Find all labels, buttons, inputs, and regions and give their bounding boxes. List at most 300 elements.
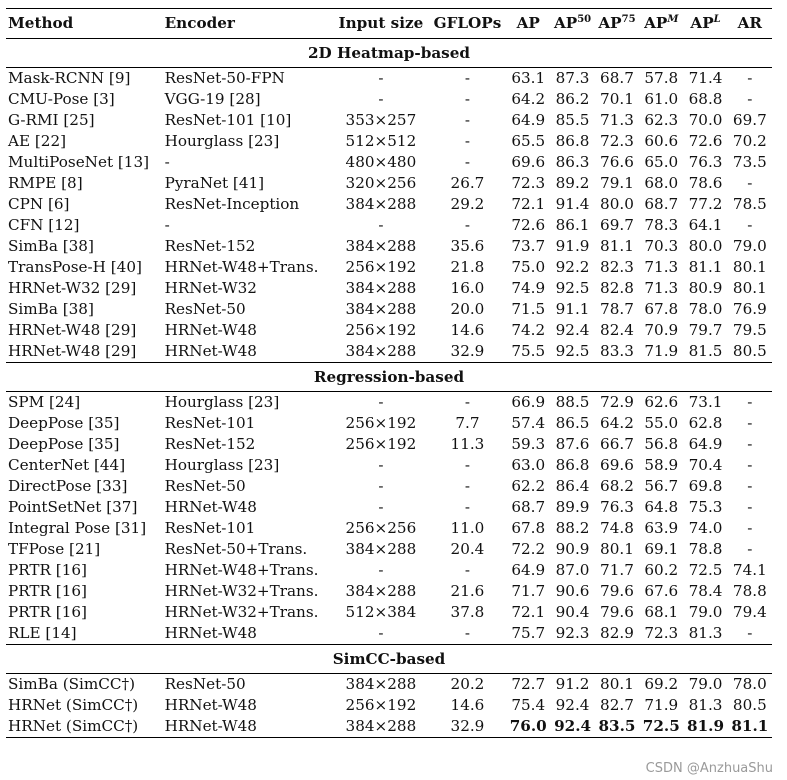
cell-apm: 67.6 — [644, 582, 679, 600]
cell-ap50: 91.2 — [555, 675, 590, 693]
cell-ar: - — [747, 90, 753, 108]
cell-ap: 72.6 — [511, 216, 546, 234]
cell-ap50: 91.4 — [555, 195, 590, 213]
cell-method: SimBa (SimCC†) — [8, 675, 136, 693]
cell-apl: 72.5 — [688, 561, 723, 579]
cell-method: MultiPoseNet [13] — [8, 153, 150, 171]
cell-method: HRNet (SimCC†) — [8, 717, 139, 735]
cell-ap50: 92.4 — [555, 696, 590, 714]
cell-ap: 63.1 — [511, 69, 546, 87]
cell-ar: - — [747, 477, 753, 495]
table-row — [6, 716, 772, 738]
table-row — [6, 299, 772, 320]
cell-encoder: ResNet-101 [10] — [164, 111, 292, 129]
cell-input-size: 256×192 — [345, 696, 417, 714]
cell-ap75: 82.7 — [600, 696, 634, 714]
table-row — [6, 392, 772, 414]
cell-method: PointSetNet [37] — [8, 498, 138, 516]
col-apl: $AP^L$ — [690, 14, 721, 32]
cell-encoder: ResNet-50 — [164, 477, 246, 495]
results-table — [6, 8, 772, 738]
cell-encoder: ResNet-50+Trans. — [164, 540, 308, 558]
cell-apl: 78.6 — [688, 174, 723, 192]
cell-ap50: 90.6 — [555, 582, 590, 600]
cell-ap75: 83.5 — [598, 717, 636, 735]
cell-ap50: 92.4 — [555, 321, 590, 339]
cell-input-size: 353×257 — [345, 111, 417, 129]
cell-gflops: 21.8 — [450, 258, 485, 276]
cell-input-size: - — [378, 624, 384, 642]
cell-input-size: - — [378, 216, 384, 234]
cell-method: Integral Pose [31] — [8, 519, 147, 537]
cell-ap75: 81.1 — [600, 237, 634, 255]
cell-ap: 69.6 — [511, 153, 546, 171]
cell-input-size: - — [378, 561, 384, 579]
cell-method: SimBa [38] — [8, 300, 94, 318]
cell-gflops: - — [464, 498, 471, 516]
cell-ap: 75.4 — [511, 696, 546, 714]
cell-ap75: 68.7 — [600, 69, 634, 87]
cell-input-size: 320×256 — [345, 174, 417, 192]
cell-method: RMPE [8] — [8, 174, 83, 192]
section-header — [6, 363, 772, 392]
cell-ap50: 92.2 — [555, 258, 590, 276]
cell-ap75: 76.3 — [600, 498, 634, 516]
cell-gflops: - — [464, 393, 471, 411]
cell-encoder: HRNet-W48+Trans. — [164, 258, 319, 276]
cell-method: PRTR [16] — [8, 603, 87, 621]
table-row — [6, 257, 772, 278]
table-row — [6, 89, 772, 110]
table-row — [6, 695, 772, 716]
cell-apl: 64.1 — [688, 216, 723, 234]
table-row — [6, 413, 772, 434]
cell-apl: 78.0 — [688, 300, 723, 318]
cell-apl: 80.0 — [688, 237, 723, 255]
cell-ar: - — [747, 174, 753, 192]
cell-gflops: - — [464, 132, 471, 150]
cell-input-size: 384×288 — [345, 237, 417, 255]
cell-ar: - — [747, 519, 753, 537]
header-row — [6, 9, 772, 39]
cell-input-size: - — [378, 456, 384, 474]
cell-apm: 71.3 — [644, 279, 679, 297]
cell-ap: 64.9 — [511, 111, 546, 129]
cell-ar: 80.1 — [732, 279, 767, 297]
cell-apm: 62.3 — [644, 111, 679, 129]
cell-ap: 62.2 — [511, 477, 546, 495]
cell-apm: 71.3 — [644, 258, 679, 276]
cell-gflops: 20.2 — [450, 675, 485, 693]
cell-apm: 63.9 — [644, 519, 679, 537]
cell-method: TransPose-H [40] — [8, 258, 142, 276]
cell-ap75: 70.1 — [600, 90, 634, 108]
cell-ap75: 80.0 — [600, 195, 634, 213]
table-row — [6, 623, 772, 645]
cell-apm: 60.2 — [644, 561, 679, 579]
table-row — [6, 320, 772, 341]
cell-apm: 55.0 — [644, 414, 679, 432]
cell-apm: 56.7 — [644, 477, 679, 495]
table-row — [6, 68, 772, 90]
cell-ap: 64.9 — [511, 561, 546, 579]
cell-ap75: 79.6 — [600, 603, 634, 621]
cell-encoder: HRNet-W48 — [164, 498, 257, 516]
cell-input-size: - — [378, 477, 384, 495]
cell-gflops: 32.9 — [450, 717, 485, 735]
cell-method: CMU-Pose [3] — [8, 90, 115, 108]
cell-ar: 80.1 — [732, 258, 767, 276]
cell-encoder: ResNet-101 — [164, 519, 256, 537]
cell-input-size: 480×480 — [345, 153, 417, 171]
cell-encoder: HRNet-W32 — [164, 279, 257, 297]
cell-ap50: 89.2 — [555, 174, 590, 192]
cell-apm: 67.8 — [644, 300, 679, 318]
cell-ap75: 72.3 — [600, 132, 634, 150]
cell-ap50: 86.8 — [555, 456, 590, 474]
cell-gflops: 21.6 — [450, 582, 485, 600]
cell-ap50: 92.4 — [554, 717, 592, 735]
section-title: Regression-based — [313, 367, 465, 386]
cell-input-size: 256×192 — [345, 258, 417, 276]
table-row — [6, 674, 772, 696]
cell-gflops: 20.4 — [450, 540, 485, 558]
col-input-size: Input size — [338, 14, 424, 32]
cell-ap: 71.7 — [511, 582, 546, 600]
cell-apm: 65.0 — [644, 153, 679, 171]
table-row — [6, 455, 772, 476]
cell-ap: 71.5 — [511, 300, 546, 318]
cell-apl: 74.0 — [688, 519, 723, 537]
cell-ap50: 89.9 — [555, 498, 590, 516]
cell-ap50: 86.2 — [555, 90, 590, 108]
cell-apl: 81.1 — [688, 258, 723, 276]
cell-encoder: ResNet-50-FPN — [164, 69, 285, 87]
cell-ap75: 78.7 — [600, 300, 634, 318]
cell-encoder: HRNet-W32+Trans. — [164, 582, 319, 600]
table-row — [6, 152, 772, 173]
col-ap50: AP$^{50}$ — [553, 14, 592, 32]
cell-gflops: - — [464, 153, 471, 171]
cell-encoder: VGG-19 [28] — [164, 90, 261, 108]
cell-method: HRNet-W48 [29] — [8, 342, 137, 360]
cell-input-size: 256×256 — [345, 519, 417, 537]
cell-method: DeepPose [35] — [8, 414, 120, 432]
cell-method: RLE [14] — [8, 624, 77, 642]
cell-apm: 72.3 — [644, 624, 679, 642]
cell-input-size: 384×288 — [345, 717, 417, 735]
cell-ap50: 92.5 — [555, 342, 590, 360]
cell-ar: 79.5 — [732, 321, 767, 339]
col-ap: AP — [516, 14, 540, 32]
section-header — [6, 39, 772, 68]
cell-apl: 71.4 — [688, 69, 723, 87]
cell-method: G-RMI [25] — [8, 111, 95, 129]
col-gflops: GFLOPs — [433, 14, 502, 32]
table-row — [6, 110, 772, 131]
cell-ap75: 71.3 — [600, 111, 634, 129]
table-row — [6, 278, 772, 299]
cell-ap75: 80.1 — [600, 540, 634, 558]
cell-ar: - — [747, 540, 753, 558]
cell-ap: 75.0 — [511, 258, 546, 276]
cell-ap75: 82.3 — [600, 258, 634, 276]
cell-apl: 69.8 — [688, 477, 723, 495]
cell-encoder: - — [164, 216, 170, 234]
cell-input-size: 384×288 — [345, 195, 417, 213]
cell-encoder: ResNet-152 — [164, 237, 256, 255]
cell-ap: 74.2 — [511, 321, 546, 339]
cell-apl: 81.9 — [687, 717, 725, 735]
cell-gflops: 11.3 — [450, 435, 485, 453]
cell-gflops: - — [464, 624, 471, 642]
cell-apm: 71.9 — [644, 696, 679, 714]
col-method: Method — [8, 14, 74, 32]
col-ar: AR — [737, 14, 763, 32]
section-title: SimCC-based — [332, 649, 446, 668]
cell-apm: 68.1 — [644, 603, 679, 621]
cell-gflops: - — [464, 561, 471, 579]
cell-ap50: 87.6 — [555, 435, 590, 453]
cell-input-size: - — [378, 393, 384, 411]
cell-ap: 67.8 — [511, 519, 546, 537]
cell-ar: - — [747, 216, 753, 234]
cell-apm: 70.3 — [644, 237, 679, 255]
cell-method: HRNet-W32 [29] — [8, 279, 137, 297]
cell-ap75: 69.6 — [600, 456, 634, 474]
cell-input-size: - — [378, 90, 384, 108]
col-encoder: Encoder — [164, 14, 235, 32]
cell-method: PRTR [16] — [8, 561, 87, 579]
cell-method: HRNet-W48 [29] — [8, 321, 137, 339]
table-row — [6, 602, 772, 623]
cell-input-size: 384×288 — [345, 582, 417, 600]
cell-apm: 57.8 — [644, 69, 679, 87]
table-row — [6, 581, 772, 602]
cell-ap50: 86.3 — [555, 153, 590, 171]
cell-gflops: - — [464, 69, 471, 87]
cell-apl: 75.3 — [688, 498, 723, 516]
table-row — [6, 560, 772, 581]
cell-ap: 64.2 — [511, 90, 546, 108]
cell-ar: 79.4 — [732, 603, 767, 621]
cell-ap50: 90.4 — [555, 603, 590, 621]
cell-ap75: 83.3 — [600, 342, 634, 360]
watermark: CSDN @AnzhuaShu — [645, 761, 773, 776]
cell-apm: 64.8 — [644, 498, 679, 516]
cell-ar: - — [747, 456, 753, 474]
table-row — [6, 131, 772, 152]
cell-ap75: 82.8 — [600, 279, 634, 297]
cell-input-size: - — [378, 498, 384, 516]
table-row — [6, 539, 772, 560]
table-row — [6, 341, 772, 363]
cell-encoder: - — [164, 153, 170, 171]
cell-ap50: 88.2 — [555, 519, 590, 537]
cell-encoder: ResNet-50 — [164, 300, 246, 318]
cell-apl: 78.4 — [688, 582, 723, 600]
cell-apm: 68.0 — [644, 174, 679, 192]
cell-apl: 62.8 — [688, 414, 723, 432]
cell-method: Mask-RCNN [9] — [8, 69, 131, 87]
cell-gflops: - — [464, 90, 471, 108]
cell-encoder: HRNet-W48 — [164, 342, 257, 360]
cell-gflops: 11.0 — [450, 519, 485, 537]
cell-apm: 78.3 — [644, 216, 679, 234]
cell-ar: 78.5 — [732, 195, 767, 213]
cell-apl: 73.1 — [688, 393, 723, 411]
cell-input-size: 256×192 — [345, 321, 417, 339]
cell-encoder: PyraNet [41] — [164, 174, 265, 192]
cell-ap50: 91.9 — [555, 237, 590, 255]
section-header — [6, 645, 772, 674]
cell-ap50: 87.3 — [555, 69, 590, 87]
cell-ap: 66.9 — [511, 393, 546, 411]
cell-ap: 74.9 — [511, 279, 546, 297]
cell-method: DirectPose [33] — [8, 477, 128, 495]
cell-ap: 76.0 — [509, 717, 547, 735]
cell-ar: 81.1 — [731, 717, 769, 735]
cell-ap: 72.1 — [511, 195, 546, 213]
cell-method: SimBa [38] — [8, 237, 94, 255]
cell-encoder: ResNet-152 — [164, 435, 256, 453]
cell-apl: 81.5 — [688, 342, 723, 360]
table-row — [6, 194, 772, 215]
cell-apl: 70.0 — [688, 111, 723, 129]
cell-ap: 72.3 — [511, 174, 546, 192]
cell-apm: 62.6 — [644, 393, 679, 411]
cell-encoder: HRNet-W48 — [164, 321, 257, 339]
cell-apl: 64.9 — [688, 435, 723, 453]
cell-ap75: 68.2 — [600, 477, 634, 495]
cell-ap: 72.7 — [511, 675, 546, 693]
cell-ar: 76.9 — [732, 300, 767, 318]
cell-ap50: 86.8 — [555, 132, 590, 150]
cell-ap50: 86.1 — [555, 216, 590, 234]
cell-ap: 59.3 — [511, 435, 546, 453]
cell-apm: 56.8 — [644, 435, 679, 453]
cell-apm: 60.6 — [644, 132, 679, 150]
cell-apm: 70.9 — [644, 321, 679, 339]
cell-gflops: 32.9 — [450, 342, 485, 360]
cell-ar: 73.5 — [732, 153, 767, 171]
cell-gflops: 16.0 — [450, 279, 485, 297]
cell-apl: 81.3 — [688, 624, 723, 642]
cell-apl: 77.2 — [688, 195, 723, 213]
cell-method: CenterNet [44] — [8, 456, 126, 474]
cell-gflops: - — [464, 477, 471, 495]
cell-ap50: 90.9 — [555, 540, 590, 558]
cell-apl: 72.6 — [688, 132, 723, 150]
table-body — [6, 39, 772, 738]
cell-encoder: ResNet-Inception — [164, 195, 300, 213]
cell-ap: 72.1 — [511, 603, 546, 621]
cell-ap50: 85.5 — [555, 111, 590, 129]
cell-ar: - — [747, 393, 753, 411]
cell-gflops: 29.2 — [450, 195, 485, 213]
cell-ap50: 88.5 — [555, 393, 590, 411]
cell-ar: 80.5 — [732, 342, 767, 360]
table-row — [6, 497, 772, 518]
col-apm: $AP^M$ — [644, 14, 679, 32]
cell-ar: 80.5 — [732, 696, 767, 714]
cell-gflops: 37.8 — [450, 603, 485, 621]
cell-gflops: 14.6 — [450, 696, 485, 714]
cell-ap75: 79.1 — [600, 174, 634, 192]
cell-ap75: 80.1 — [600, 675, 634, 693]
cell-ar: - — [747, 624, 753, 642]
cell-ap75: 82.4 — [600, 321, 634, 339]
cell-input-size: 384×288 — [345, 279, 417, 297]
cell-method: CFN [12] — [8, 216, 80, 234]
cell-apl: 81.3 — [688, 696, 723, 714]
cell-apm: 69.1 — [644, 540, 679, 558]
section-title: 2D Heatmap-based — [307, 43, 471, 62]
cell-input-size: 384×288 — [345, 540, 417, 558]
cell-gflops: 35.6 — [450, 237, 485, 255]
cell-ar: - — [747, 414, 753, 432]
cell-encoder: ResNet-50 — [164, 675, 246, 693]
cell-encoder: Hourglass [23] — [164, 132, 280, 150]
cell-input-size: 384×288 — [345, 300, 417, 318]
cell-apm: 71.9 — [644, 342, 679, 360]
cell-gflops: 14.6 — [450, 321, 485, 339]
cell-gflops: 7.7 — [455, 414, 480, 432]
cell-apm: 61.0 — [644, 90, 679, 108]
cell-method: AE [22] — [8, 132, 67, 150]
cell-ar: - — [747, 435, 753, 453]
cell-ap75: 66.7 — [600, 435, 634, 453]
cell-encoder: ResNet-101 — [164, 414, 256, 432]
cell-ar: 78.8 — [732, 582, 767, 600]
table-row — [6, 173, 772, 194]
cell-ap: 75.7 — [511, 624, 546, 642]
table-row — [6, 434, 772, 455]
cell-gflops: - — [464, 111, 471, 129]
cell-ap: 65.5 — [511, 132, 546, 150]
cell-ap75: 79.6 — [600, 582, 634, 600]
cell-apl: 70.4 — [688, 456, 723, 474]
cell-encoder: HRNet-W48+Trans. — [164, 561, 319, 579]
cell-ap50: 92.5 — [555, 279, 590, 297]
cell-gflops: - — [464, 216, 471, 234]
cell-apl: 80.9 — [688, 279, 723, 297]
cell-apl: 79.7 — [688, 321, 723, 339]
cell-method: SPM [24] — [8, 393, 81, 411]
cell-gflops: 26.7 — [450, 174, 485, 192]
cell-ap75: 82.9 — [600, 624, 634, 642]
cell-apl: 79.0 — [688, 675, 723, 693]
cell-ap75: 64.2 — [600, 414, 634, 432]
cell-ap50: 87.0 — [555, 561, 590, 579]
cell-method: TFPose [21] — [8, 540, 101, 558]
cell-encoder: Hourglass [23] — [164, 393, 280, 411]
cell-ap50: 86.4 — [555, 477, 590, 495]
cell-gflops: - — [464, 456, 471, 474]
cell-ar: 69.7 — [732, 111, 767, 129]
cell-ar: 70.2 — [732, 132, 767, 150]
cell-ap75: 69.7 — [600, 216, 634, 234]
cell-method: PRTR [16] — [8, 582, 87, 600]
cell-ap50: 92.3 — [555, 624, 590, 642]
cell-ar: - — [747, 69, 753, 87]
cell-ap75: 71.7 — [600, 561, 634, 579]
table-row — [6, 476, 772, 497]
cell-apl: 76.3 — [688, 153, 723, 171]
cell-ap: 75.5 — [511, 342, 546, 360]
cell-encoder: Hourglass [23] — [164, 456, 280, 474]
table-header — [6, 9, 772, 39]
